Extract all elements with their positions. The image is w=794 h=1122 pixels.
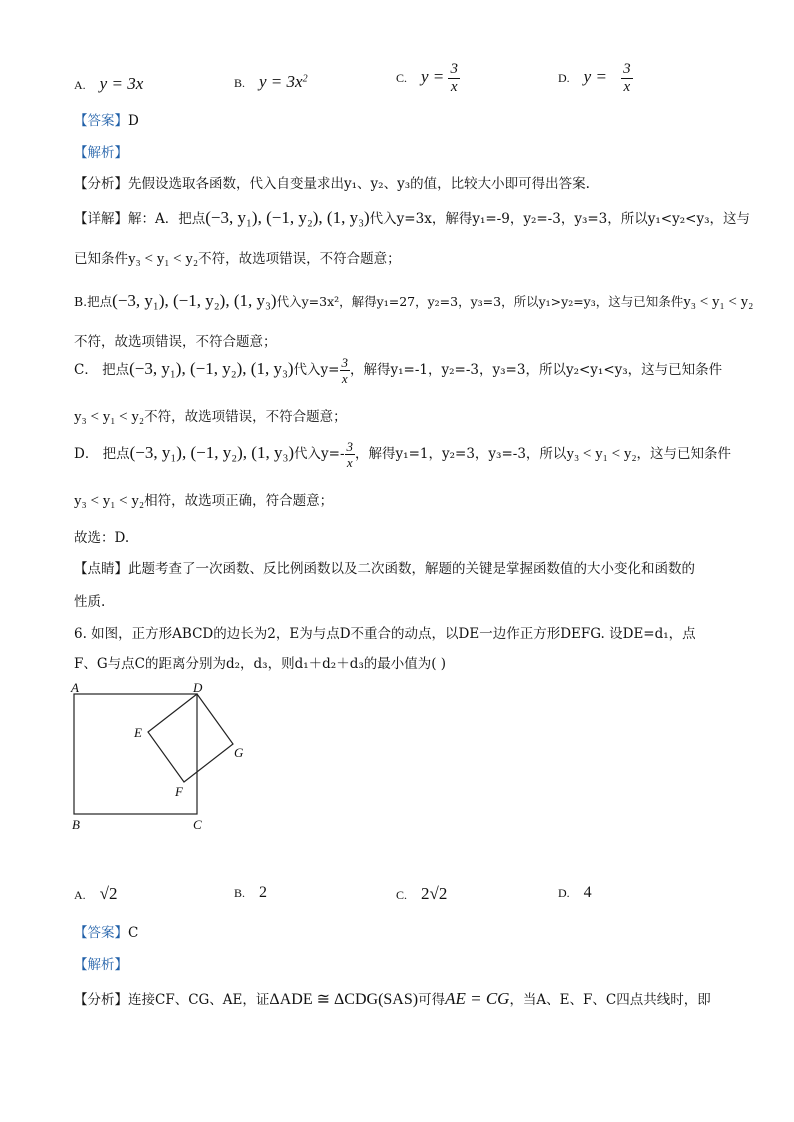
detail-text: 不符，故选项错误，不符合题意； [198,251,401,267]
detail-text: B.把点 [74,294,113,309]
label-e: E [134,725,142,740]
dianjing-text: 性质. [74,594,106,610]
detail-text: C． 把点 [74,362,130,378]
q6-option-c[interactable] [396,884,447,904]
stem-text: 6. 如图，正方形ABCD的边长为2，E为与点D不重合的动点，以DE一边作正方形DEFG. 设DE=d₁，点 [74,626,696,642]
analysis-tag: 【解析】 [74,145,128,161]
detail-text: 相符，故选项正确，符合题意； [144,493,334,509]
detail-text: ，解得y₁=-1，y₂=-3，y₃=3，所以y₂<y₁<y₃，这与已知条件 [350,362,723,378]
fenxi-tag: 【分析】 [74,176,128,192]
detail-text: ，这与已知条件 [636,446,732,462]
q5-conclusion [74,526,129,546]
option-expr: y = 3x [99,74,144,93]
detail-text: 代入y= [293,362,340,378]
conclusion-text: 故选：D. [74,530,130,546]
option-value: √2 [99,884,118,903]
q5-fenxi [74,172,590,192]
equality-expr: AE = CG [445,989,510,1008]
q6-stem-line2 [74,652,446,672]
fenxi-tag: 【分析】 [74,992,128,1008]
q5-detail-b-line2 [74,330,277,350]
points-expr: (−3, y₁), (−1, y₂), (1, y₃) [129,359,294,378]
answer-tag: 【答案】 [74,925,128,941]
q5-detail-b-line1 [74,291,753,311]
detail-text: 不符，故选项错误，不符合题意； [144,409,347,425]
q5-detail-a-line2 [74,247,401,268]
option-label: A. [74,888,86,902]
detail-text: 代入y=3x²，解得y₁=27，y₂=3，y₃=3，所以y₁>y₂=y₃，这与已知条件 [276,294,684,309]
option-value: 4 [583,884,592,901]
congruence-expr: ΔADE ≅ ΔCDG(SAS) [269,991,419,1008]
detail-text: ，解得y₁=1，y₂=3，y₃=-3，所以 [355,446,567,462]
option-label: B. [234,76,246,90]
option-fraction: $\frac{3}{x}$ [623,61,631,95]
q5-option-c[interactable] [396,62,460,95]
fenxi-text: 可得 [418,992,446,1008]
q6-option-d[interactable] [558,884,592,902]
option-label: D. [558,886,570,900]
option-value: 2 [259,884,268,901]
q6-figure [66,676,256,836]
q5-option-a[interactable] [74,74,143,94]
option-fraction: $\frac{3}{x}$ [450,61,458,95]
fraction: $\frac{3}{x}$ [341,355,348,386]
option-label: C. [396,888,408,902]
q6-answer [74,921,138,941]
points-expr: (−3, y₁), (−1, y₂), (1, y₃) [129,443,295,462]
detail-text: 已知条件 [74,251,128,267]
q6-option-a[interactable] [74,884,118,904]
option-expr: y = 3x [259,72,303,91]
detail-text: 代入y=- [294,446,345,462]
option-label: B. [234,886,246,900]
detail-tag: 【详解】 [74,211,128,227]
fraction: $\frac{3}{x}$ [346,439,354,470]
points-expr: (−3, y₁), (−1, y₂), (1, y₃) [205,208,370,227]
q6-option-b[interactable] [234,884,267,902]
option-lhs: y = [421,67,445,86]
detail-text: 解：A．把点 [128,211,206,227]
fenxi-text: ，当A、E、F、C四点共线时，即 [509,992,711,1008]
label-b: B [72,817,80,832]
answer-value: C [128,925,139,941]
answer-value: D [128,113,139,129]
option-exponent: 2 [302,73,308,85]
q5-detail-c-line2 [74,405,347,426]
option-label: C. [396,71,408,85]
label-g: G [234,745,244,760]
analysis-tag: 【解析】 [74,957,128,973]
square-defg [148,694,233,782]
option-label: D. [558,71,570,85]
q6-fenxi [74,988,711,1009]
condition-expr: y₃ < y₁ < y₂ [566,446,637,462]
option-value: 2√2 [421,884,448,903]
q5-detail-c-line1 [74,356,722,385]
option-lhs: y = [583,67,607,86]
dianjing-text: 此题考查了一次函数、反比例函数以及二次函数，解题的关键是掌握函数值的大小变化和函数的 [128,561,695,577]
points-expr: (−3, y₁), (−1, y₂), (1, y₃) [112,291,277,310]
q6-analysis-heading [74,953,128,973]
answer-tag: 【答案】 [74,113,128,129]
q5-option-b[interactable] [234,72,308,92]
detail-text: 代入y=3x，解得y₁=-9，y₂=-3，y₃=3，所以y₁<y₂<y₃，这与 [369,211,750,227]
detail-text: D． 把点 [74,446,130,462]
option-label: A. [74,78,86,92]
q5-dianjing-line1 [74,557,695,577]
condition-expr: y₃ < y₁ < y₂ [683,294,754,310]
q5-answer [74,109,139,129]
q5-analysis-heading [74,141,128,161]
q5-dianjing-line2 [74,590,105,610]
label-d: D [193,680,203,695]
fenxi-text: 连接CF、CG、AE，证 [128,992,270,1008]
label-f: F [175,784,183,799]
condition-expr: y₃ < y₁ < y₂ [128,251,199,267]
condition-expr: y₃ < y₁ < y₂ [74,409,145,425]
fenxi-text: 先假设选取各函数，代入自变量求出y₁、y₂、y₃的值，比较大小即可得出答案. [128,176,590,192]
q6-stem-line1 [74,622,696,642]
condition-expr: y₃ < y₁ < y₂ [74,493,145,509]
q5-detail-d-line2 [74,489,333,510]
label-c: C [193,817,202,832]
dianjing-tag: 【点睛】 [74,561,128,577]
q5-option-d[interactable] [558,62,633,95]
detail-text: 不符，故选项错误，不符合题意； [74,334,277,350]
label-a: A [71,680,79,695]
q5-detail-d-line1 [74,440,731,469]
stem-text: F、G与点C的距离分别为d₂，d₃，则d₁＋d₂＋d₃的最小值为( ) [74,656,447,672]
q5-detail-a-line1 [74,207,750,228]
